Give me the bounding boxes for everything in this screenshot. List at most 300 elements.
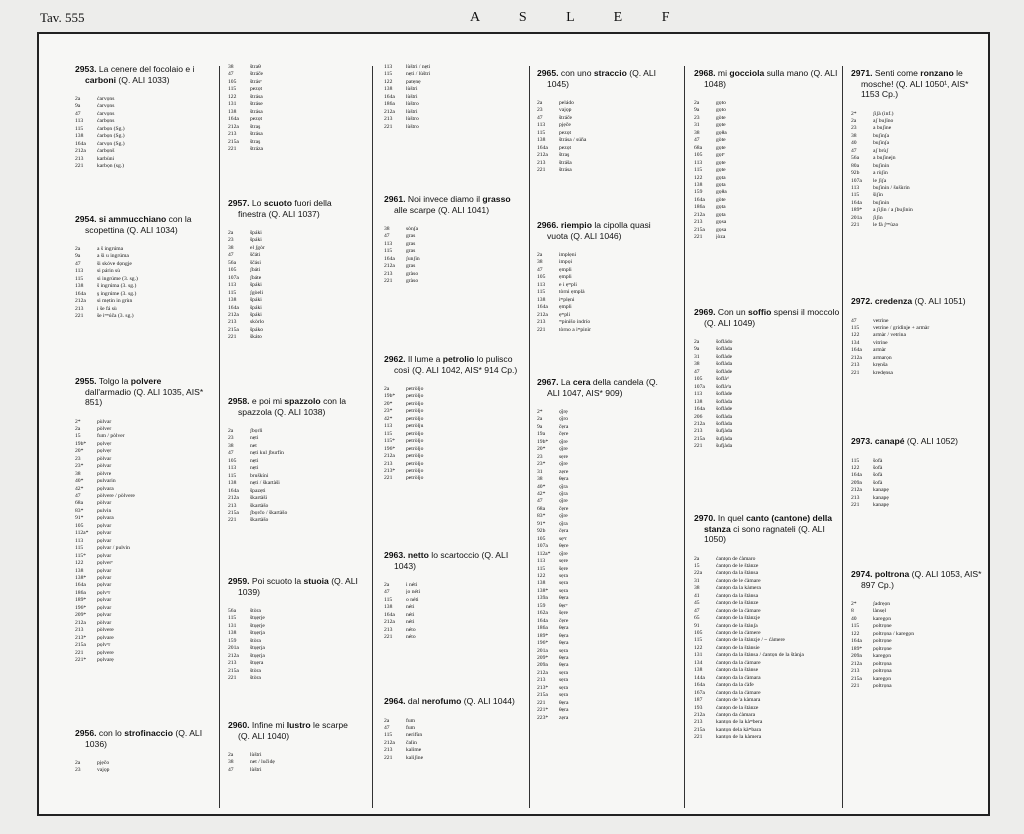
dialect-form: poltrọne — [873, 638, 892, 645]
entry-number: 2962. — [384, 354, 406, 364]
dialect-form: pọlvẹr — [97, 448, 112, 455]
entry-text: e poi mi — [251, 396, 285, 406]
dialect-form: karbọn (sg.) — [97, 163, 125, 170]
form-row — [75, 760, 205, 767]
dialect-form: ọ̈jre — [559, 438, 568, 445]
form-row — [537, 259, 672, 266]
form-row — [228, 109, 362, 116]
form-row — [228, 645, 362, 652]
form-row — [75, 627, 205, 634]
dialect-form: gọto — [716, 100, 726, 106]
entry-title — [228, 198, 362, 219]
form-row — [75, 538, 205, 545]
point-code: 115 — [851, 192, 860, 199]
form-row — [537, 416, 672, 423]
form-row — [851, 502, 986, 509]
dialect-form: ćarvọns — [97, 96, 115, 102]
form-row — [384, 747, 519, 754]
form-row — [694, 570, 844, 577]
point-code: 164a — [384, 255, 395, 262]
form-row — [537, 662, 672, 669]
dialect-form: nẹti kul ʃburfín — [250, 450, 284, 457]
form-row — [75, 515, 205, 522]
form-row — [75, 126, 205, 133]
dialect-form: sònʃa — [406, 226, 419, 232]
entry-title — [851, 296, 986, 307]
point-code: 47 — [694, 607, 700, 614]
form-row — [537, 528, 672, 535]
dialect-form: štraş — [559, 152, 570, 159]
dialect-form: petròljo — [406, 430, 424, 437]
form-row — [384, 725, 519, 732]
entry-keyword: poltrona — [874, 569, 910, 579]
dialect-form: pọlvar — [97, 612, 112, 619]
form-row — [75, 597, 205, 604]
point-code: 47 — [537, 266, 543, 273]
dialect-form: pulvin — [97, 507, 112, 514]
dialect-form: šoflàda — [716, 420, 733, 427]
form-row — [694, 346, 844, 353]
point-code: 212a — [75, 298, 86, 305]
entry-title — [537, 68, 672, 89]
dialect-form: še iᵉᵐúča (3. sg.) — [97, 313, 134, 320]
point-code: 167a — [694, 689, 705, 696]
dialect-form: pòlvar — [97, 455, 112, 462]
form-row — [694, 563, 844, 570]
dialect-form: kantọn de la kàmera — [716, 734, 762, 741]
point-code: 113 — [384, 64, 393, 70]
dialect-form: ʃiʃà (inf.) — [873, 110, 894, 117]
dialect-form: gràso — [406, 278, 419, 285]
entry-keyword: polvere — [130, 376, 162, 386]
dialect-form: el ʃgòr — [250, 244, 265, 251]
entry — [228, 720, 362, 774]
dialect-form: fum — [406, 717, 416, 724]
dialect-form: nerifùn — [406, 732, 423, 739]
point-code: 213 — [851, 362, 860, 369]
form-row — [75, 650, 205, 657]
dialect-form: sẹre — [559, 453, 569, 460]
entry-text: (Q. ALI 1036) — [85, 728, 203, 749]
form-row — [851, 125, 986, 132]
entry-number: 2967. — [537, 377, 559, 387]
form-row — [537, 625, 672, 632]
dialect-form: šofà — [873, 457, 883, 464]
point-code: 164a — [851, 199, 862, 206]
dialect-form: gọθa — [716, 129, 727, 136]
form-row — [228, 124, 362, 131]
point-code: 115 — [228, 472, 237, 479]
form-row — [537, 107, 672, 114]
point-code: 23 — [694, 114, 700, 121]
entry-title — [537, 220, 672, 241]
point-code: 56a — [228, 608, 237, 614]
point-code: 38 — [537, 476, 543, 483]
point-code: 20* — [384, 400, 393, 407]
dialect-form: ọ̈jre — [559, 513, 568, 520]
dialect-form: gọta — [716, 174, 726, 181]
form-row — [537, 160, 672, 167]
dialect-form: šoflàda — [716, 346, 733, 353]
point-code: 138 — [384, 86, 393, 93]
form-row — [694, 406, 844, 413]
point-code: 38 — [228, 244, 234, 251]
form-row — [851, 458, 986, 465]
dialect-form: pọlvar — [97, 575, 112, 582]
point-code: 115 — [384, 732, 393, 739]
form-row — [537, 588, 672, 595]
point-code: 221* — [537, 707, 549, 714]
point-code: 215a — [228, 138, 239, 145]
point-code: 212a — [384, 108, 395, 115]
point-code: 213 — [384, 626, 393, 633]
dialect-form: a buʃìne — [873, 125, 892, 132]
entry-number: 2974. — [851, 569, 873, 579]
point-code: 221 — [851, 682, 860, 689]
form-row — [537, 461, 672, 468]
point-code: 115 — [694, 637, 703, 644]
form-row — [851, 332, 986, 339]
dialect-form: poltrọna — [873, 660, 892, 667]
point-code: 107a — [228, 274, 239, 281]
form-row — [694, 443, 844, 450]
form-row — [851, 370, 986, 377]
entry — [75, 64, 205, 171]
dialect-form: ćarbọns — [97, 118, 115, 125]
point-code: 193 — [694, 704, 703, 711]
dialect-form: špáki — [250, 230, 262, 236]
form-row — [694, 675, 844, 682]
dialect-form: čẹra — [559, 423, 569, 430]
form-row — [228, 319, 362, 326]
form-row — [851, 155, 986, 162]
dialect-form: pọlvar — [97, 537, 112, 544]
dialect-form: si mẹtin in grùn — [97, 298, 133, 305]
point-code: 113 — [75, 537, 84, 544]
entry-text: La — [560, 377, 573, 387]
dialect-form: sẹra — [559, 669, 569, 676]
point-code: 107a — [851, 177, 862, 184]
dialect-form: o néti — [406, 596, 419, 603]
dialect-form: si ingrúme (3. sg.) — [97, 275, 138, 282]
point-code: 201a — [228, 645, 239, 652]
form-row — [75, 471, 205, 478]
dialect-form: ʃìʃin — [873, 214, 883, 221]
point-code: 221 — [384, 634, 393, 641]
dialect-form: ʃadrẹọn — [873, 601, 891, 607]
form-row — [851, 495, 986, 502]
point-code: 2a — [694, 555, 700, 562]
form-row — [384, 94, 519, 101]
point-code: 122 — [851, 464, 860, 471]
dialect-form: šufjàda — [716, 428, 733, 435]
point-code: 221 — [851, 502, 860, 509]
dialect-form: jo néti — [406, 589, 421, 596]
dialect-form: pjẹče — [559, 122, 571, 129]
column-1 — [75, 64, 205, 808]
point-code: 2a — [537, 252, 543, 258]
dialect-form: karbùni — [97, 155, 115, 162]
form-row — [694, 234, 844, 241]
point-code: 159 — [694, 189, 703, 196]
form-row — [537, 603, 672, 610]
point-code: 215a — [228, 509, 239, 516]
dialect-form: ʃbáti — [250, 267, 261, 274]
entry-keyword: petrolio — [442, 354, 475, 364]
entry-text: con la scopettina (Q. ALI 1034) — [85, 214, 192, 235]
form-row — [851, 133, 986, 140]
dialect-form: a š ingrúma — [97, 246, 124, 252]
dialect-form: š ingrúma (3. sg.) — [97, 283, 137, 290]
entry — [384, 696, 519, 762]
dialect-form: vajọp — [559, 107, 572, 114]
form-row — [851, 347, 986, 354]
dialect-form: pjẹčo — [97, 760, 110, 766]
point-code: 213 — [228, 502, 237, 509]
form-row — [228, 282, 362, 289]
point-code: 107a — [537, 543, 548, 550]
point-code: 2a — [75, 425, 81, 432]
form-row — [694, 637, 844, 644]
dialect-form: petròljo — [406, 415, 424, 422]
form-row — [694, 556, 844, 563]
header-left: Tav. 555 — [40, 10, 85, 25]
entry-title — [75, 728, 205, 749]
dialect-form: šoflàᵈa — [716, 383, 732, 390]
dialect-form: skòrlo — [250, 319, 264, 326]
point-code: 213 — [384, 460, 393, 467]
point-code: 213 — [537, 319, 546, 326]
form-row — [75, 246, 205, 253]
point-code: 19b* — [537, 438, 549, 445]
entry-title — [851, 569, 986, 590]
dialect-form: pọlvar — [97, 604, 112, 611]
form-row — [694, 421, 844, 428]
entry-text: Il lume a — [407, 354, 443, 364]
dialect-form: net — [250, 442, 257, 449]
dialect-form: θẹra — [559, 707, 569, 714]
point-code: 209a — [851, 653, 862, 660]
point-code: 9a — [75, 253, 81, 260]
form-row — [228, 623, 362, 630]
point-code: 2a — [694, 339, 700, 345]
form-row — [537, 580, 672, 587]
entry-text: (Q. ALI 1052) — [904, 436, 959, 446]
dialect-form: ẹᵐpli — [559, 311, 571, 318]
point-code: 164a — [228, 487, 239, 494]
point-code: 19b* — [75, 440, 87, 447]
entry-number: 2969. — [694, 307, 716, 317]
form-row — [75, 523, 205, 530]
dialect-form: sẹra — [559, 677, 569, 684]
entry-number: 2959. — [228, 576, 250, 586]
form-row — [537, 633, 672, 640]
form-row — [228, 465, 362, 472]
form-row — [537, 327, 672, 334]
form-row — [537, 513, 672, 520]
dialect-form: ši skóve dọngje — [97, 260, 132, 267]
dialect-form: ọ̈jro — [559, 416, 569, 423]
dialect-form: vetrine / gridìnje + armàr — [873, 324, 930, 331]
point-code: 212a — [75, 148, 86, 155]
dialect-form: gọta — [716, 211, 726, 218]
dialect-form: pòlver — [97, 425, 112, 432]
point-code: 213 — [851, 494, 860, 501]
point-code: 19a — [537, 431, 546, 438]
point-code: 213 — [75, 155, 84, 162]
point-code: 212a — [537, 669, 548, 676]
point-code: 31 — [694, 353, 700, 360]
point-code: 164a — [75, 290, 86, 297]
point-code: 134 — [851, 339, 860, 346]
form-row — [384, 619, 519, 626]
dialect-form: ćantọn de 'a kàmara — [716, 697, 761, 704]
point-code: 221 — [851, 222, 860, 229]
dialect-form: petròljo — [406, 386, 424, 392]
dialect-form: ọ̈jrẹ — [559, 409, 568, 415]
point-code: 38 — [228, 64, 234, 70]
form-row — [75, 620, 205, 627]
form-row — [694, 137, 844, 144]
dialect-form: ʃbáte — [250, 274, 262, 281]
form-row — [694, 212, 844, 219]
page-frame — [37, 32, 990, 816]
entry-number: 2972. — [851, 296, 873, 306]
dialect-form: pọlvara — [97, 485, 114, 492]
form-row — [694, 697, 844, 704]
point-code: 138* — [75, 575, 87, 582]
dialect-form: šofládo — [716, 339, 733, 345]
form-row — [694, 652, 844, 659]
point-code: 47 — [75, 260, 81, 267]
form-row — [537, 506, 672, 513]
entry — [228, 396, 362, 525]
page-title: A S L E F — [470, 10, 688, 25]
form-row — [537, 137, 672, 144]
form-row — [75, 448, 205, 455]
entry — [537, 220, 672, 334]
entry-text: fuori della finestra (Q. ALI 1037) — [238, 198, 332, 219]
point-code: 122 — [384, 78, 393, 85]
point-code: 23 — [851, 125, 857, 132]
point-code: 105 — [228, 78, 237, 85]
form-row — [228, 759, 362, 766]
dialect-form: pọlvare — [97, 634, 114, 641]
point-code: 221 — [75, 649, 84, 656]
dialect-form: lùštri — [406, 93, 418, 100]
dialect-form: implẹni — [559, 252, 577, 258]
point-code: 23 — [228, 435, 234, 442]
dialect-form: lùštro — [406, 101, 419, 108]
dialect-form: ọ̈jre — [559, 446, 568, 453]
point-code: 162a — [537, 610, 548, 617]
dialect-form: šiʃìn — [873, 192, 883, 199]
point-code: 47 — [851, 147, 857, 154]
point-code: 221 — [228, 517, 237, 524]
dialect-form: štráse — [250, 101, 263, 108]
point-code: 91* — [75, 515, 84, 522]
point-code: 23 — [537, 453, 543, 460]
point-code: 105 — [228, 267, 237, 274]
point-code: 212a — [228, 652, 239, 659]
entry-number: 2961. — [384, 194, 406, 204]
dialect-form: gọte — [716, 167, 726, 174]
entry-number: 2960. — [228, 720, 250, 730]
point-code: 221 — [75, 163, 84, 170]
column-rule — [842, 66, 843, 808]
form-row — [384, 718, 519, 725]
point-code: 23* — [537, 461, 546, 468]
form-row — [694, 384, 844, 391]
form-row — [228, 94, 362, 101]
form-row — [384, 755, 519, 762]
entry-text: con uno — [560, 68, 594, 78]
form-row — [75, 553, 205, 560]
form-row — [75, 530, 205, 537]
dialect-form: ščási — [250, 259, 261, 266]
point-code: 122 — [851, 332, 860, 339]
dialect-form: ẹmpli — [559, 266, 572, 273]
dialect-form: škáto — [250, 334, 262, 341]
dialect-form: lànsẹl — [873, 608, 887, 615]
point-code: 22a — [694, 570, 703, 577]
form-row — [228, 237, 362, 244]
form-row — [75, 657, 205, 664]
dialect-form: buʃìnin — [873, 199, 890, 206]
dialect-form: peládo — [559, 100, 574, 106]
point-code: 115 — [694, 167, 703, 174]
form-row — [384, 446, 519, 453]
form-row — [694, 615, 844, 622]
dialect-form: pezọt — [559, 129, 572, 136]
form-row — [694, 682, 844, 689]
form-row — [384, 604, 519, 611]
dialect-form: poltrọna — [873, 682, 892, 689]
point-code: 215a — [694, 226, 705, 233]
dialect-form: ćantọn da la štànsa / ćantọn de la štànja — [716, 652, 804, 659]
dialect-form: ćantọn da la štànsa — [716, 570, 759, 577]
column-2 — [228, 64, 362, 808]
point-code: 215a — [75, 642, 86, 649]
entry-text: alle scarpe (Q. ALI 1041) — [394, 204, 490, 215]
point-code: 47 — [228, 252, 234, 259]
point-code: 164a — [694, 406, 705, 413]
entry — [228, 576, 362, 683]
entry — [384, 354, 519, 483]
form-row — [384, 101, 519, 108]
form-row — [537, 439, 672, 446]
column-rule — [372, 66, 373, 808]
dialect-form: štụẹrja — [250, 652, 265, 659]
point-code: 122 — [537, 572, 546, 579]
point-code: 56a — [228, 259, 237, 266]
point-code: 15 — [75, 433, 81, 440]
dialect-form: karegọn — [873, 653, 892, 660]
point-code: 15 — [694, 562, 700, 569]
point-code: 113 — [537, 558, 546, 565]
form-row — [851, 355, 986, 362]
point-code: 23 — [228, 237, 234, 244]
form-row — [75, 493, 205, 500]
form-row — [851, 192, 986, 199]
form-row — [228, 495, 362, 502]
form-row — [228, 116, 362, 123]
form-row — [537, 297, 672, 304]
form-row — [75, 642, 205, 649]
dialect-form: škartàšo — [250, 502, 269, 509]
dialect-form: petròljo — [406, 400, 424, 407]
point-code: 105 — [694, 630, 703, 637]
